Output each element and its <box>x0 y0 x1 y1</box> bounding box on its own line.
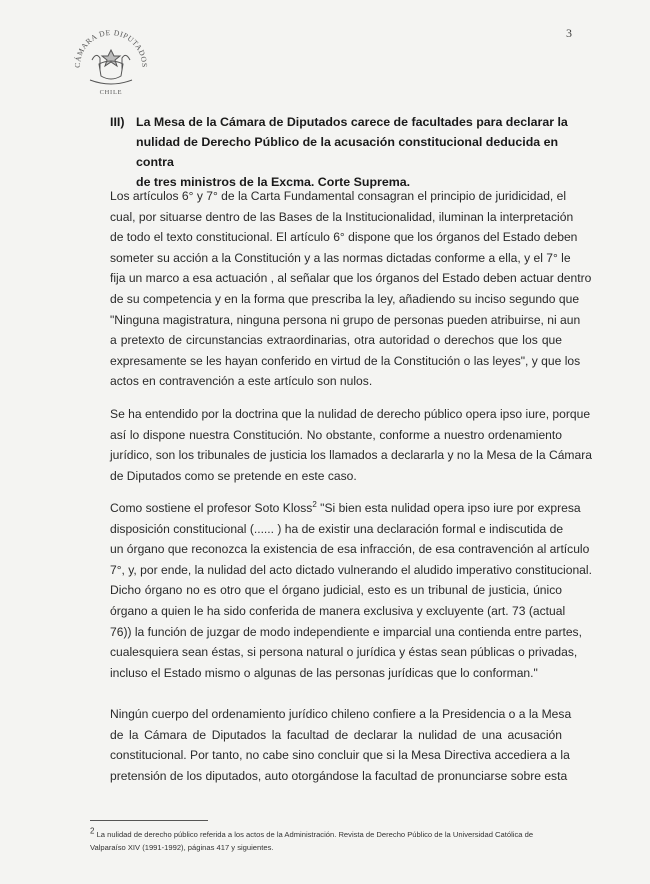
paragraph-conclusion <box>110 704 572 786</box>
text-line: expresamente se les hayan conferido en virtud de la Constitución o las leyes", y que los <box>110 353 581 368</box>
section-numeral: III) <box>110 115 125 129</box>
footnote-reference: 2 <box>312 499 317 509</box>
text-line: jurídico, son los tribunales de justicia los llamados a declararla y no la Mesa de la Cámara <box>110 448 592 463</box>
text-line: cualesquiera sean éstas, si persona natural o jurídica y éstas sean públicas o privadas, <box>110 645 578 660</box>
text-line: constitucional. Por tanto, no cabe sino concluir que si la Mesa Directiva accediera a la <box>110 748 570 763</box>
text-line: a pretexto de circunstancias extraordinarias, otra autoridad o derechos que los que <box>110 333 562 348</box>
text-line: de todo el texto constitucional. El artículo 6° dispone que los órganos del Estado deben <box>110 230 578 245</box>
text-line: Los artículos 6° y 7° de la Carta Fundamental consagran el principio de juridicidad, el <box>110 189 567 203</box>
text-line: 7°, y, por ende, la nulidad del acto dictado vulnerando el aludido imperativo constitucional. <box>110 562 592 577</box>
text-line: incluso el Estado mismo o algunas de las personas jurídicas que lo conforman." <box>110 665 538 680</box>
text-line: Dicho órgano no es otro que el órgano judicial, esto es un tribunal de justicia, único <box>110 583 562 598</box>
svg-text:CÁMARA DE DIPUTADOS: CÁMARA DE DIPUTADOS <box>72 27 150 68</box>
paragraph-juridicidad <box>110 186 592 392</box>
text-line: un órgano que reconozca la existencia de esa infracción, de esa contravención al artículo <box>110 542 590 557</box>
footnote-line: $^2$ La nulidad de derecho público referida a los actos de la Administración. Revista de Derecho Público de la Universidad Católica de <box>90 826 534 839</box>
section-heading <box>110 112 568 192</box>
text-line: de Diputados como se pretende en este caso. <box>110 468 357 483</box>
page-number: 3 <box>566 26 572 40</box>
text-line: "Ninguna magistratura, ninguna persona ni grupo de personas pueden atribuirse, ni aun <box>110 312 581 327</box>
text-line: de su competencia y en la forma que prescriba la ley, añadiendo su inciso segundo que <box>110 291 580 306</box>
text-line: cual, por situarse dentro de las Bases de la Institucionalidad, iluminan la interpretación <box>110 209 574 224</box>
text-line: de la Cámara de Diputados la facultad de declarar la nulidad de una acusación <box>110 727 562 742</box>
footnote-line: Valparaíso XIV (1991-1992), páginas 417 y siguientes. <box>90 843 274 852</box>
text-line: pretensión de los diputados, auto otorgándose la facultad de pronunciarse sobre esta <box>110 768 568 783</box>
text-line: Como sostiene el profesor Soto Kloss$^2$ "Si bien esta nulidad opera ipso iure por expresa <box>110 499 581 515</box>
text-line: Ningún cuerpo del ordenamiento jurídico chileno confiere a la Presidencia o a la Mesa <box>110 707 572 721</box>
text-line: fija un marco a esa actuación , al señalar que los órganos del Estado deben actuar dentro <box>110 271 592 286</box>
text-line: disposición constitucional (...... ) ha de existir una declaración formal e indiscutida de <box>110 521 564 536</box>
camara-de-diputados-seal <box>66 20 156 100</box>
text-line: así lo dispone nuestra Constitución. No obstante, conforme a nuestro ordenamiento <box>110 427 562 442</box>
heading-line: de tres ministros de la Excma. Corte Suprema. <box>136 175 411 189</box>
heading-line: nulidad de Derecho Público de la acusación constitucional deducida en contra <box>136 135 559 169</box>
text-line: 76)) la función de juzgar de modo independiente e imparcial una contienda entre partes, <box>110 624 582 639</box>
footnote <box>90 828 560 854</box>
footnote-divider <box>90 820 208 821</box>
heading-line: La Mesa de la Cámara de Diputados carece de facultades para declarar la <box>136 115 568 129</box>
text-line: Se ha entendido por la doctrina que la nulidad de derecho público opera ipso iure, porque <box>110 407 591 421</box>
paragraph-soto-kloss-quote <box>110 498 592 683</box>
text-line: someter su acción a la Constitución y a las normas dictadas conforme a ella, y el 7° le <box>110 250 571 265</box>
text-line: actos en contravención a este artículo son nulos. <box>110 374 373 389</box>
svg-text:CHILE: CHILE <box>99 89 123 96</box>
paragraph-nulidad-ipso-iure <box>110 404 592 486</box>
footnote-number: 2 <box>90 826 95 836</box>
text-line: órgano a quien le ha sido conferida de manera exclusiva y excluyente (art. 73 (actual <box>110 603 566 618</box>
